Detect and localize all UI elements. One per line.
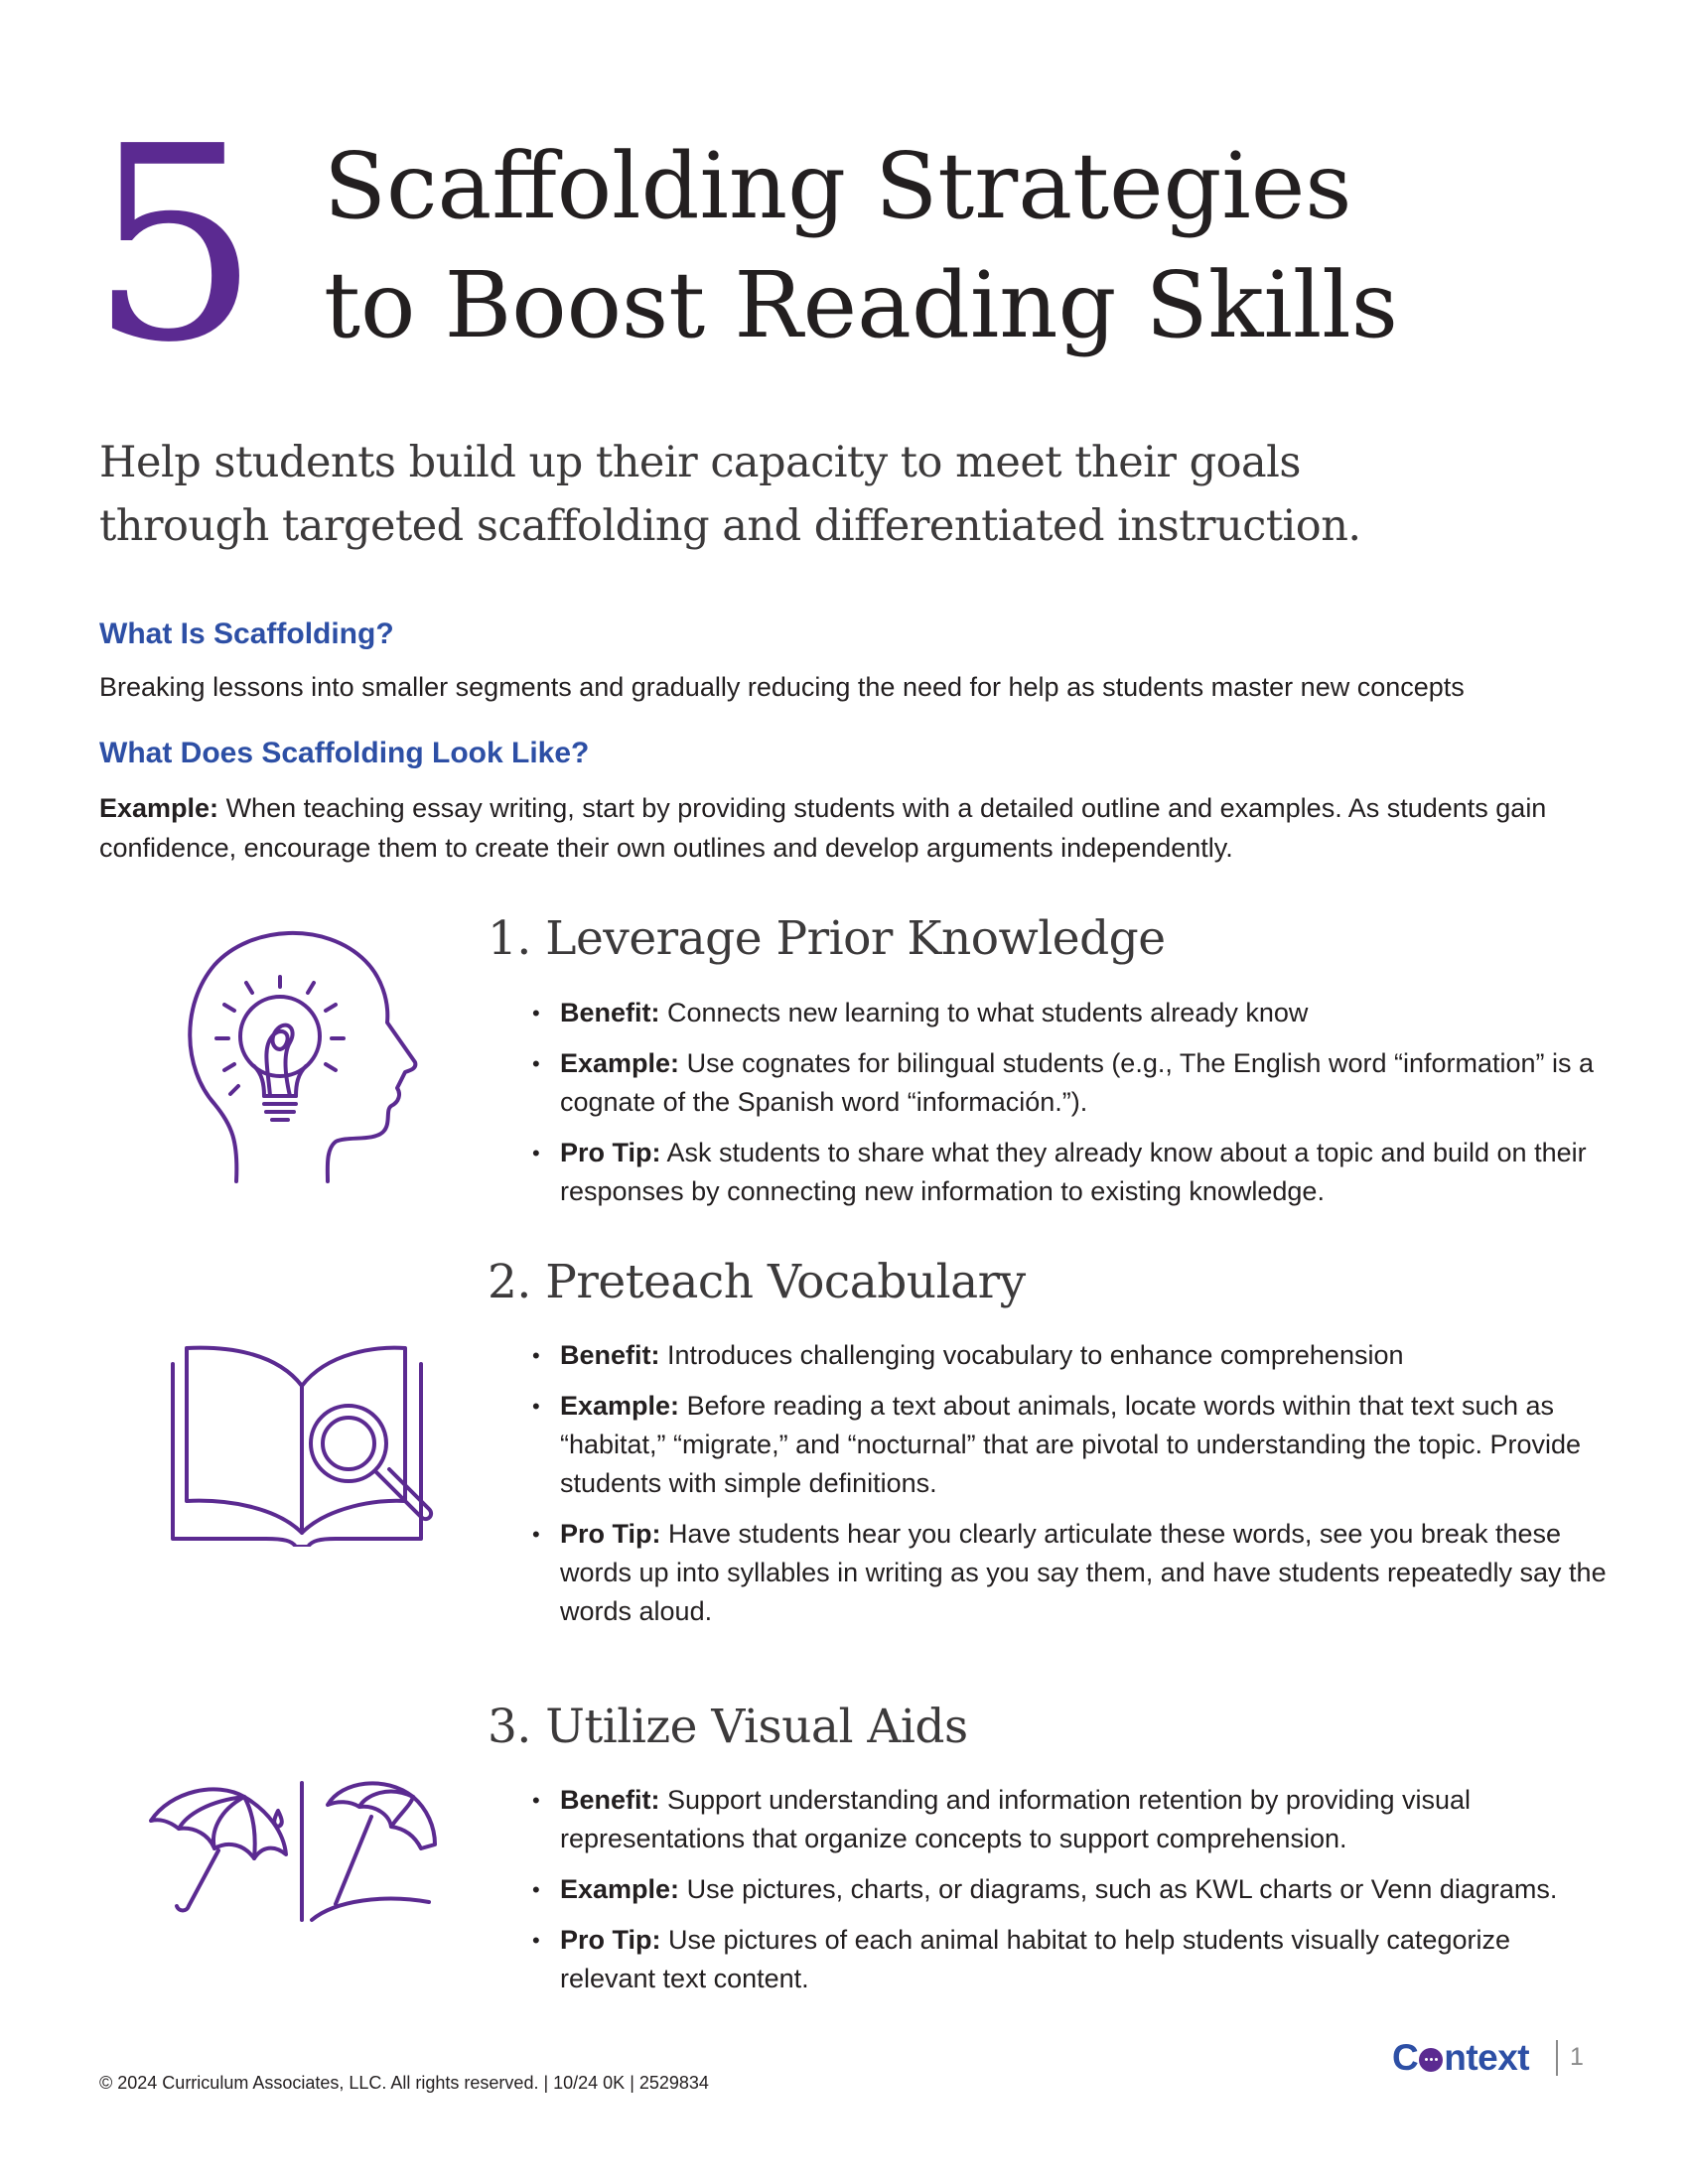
subtitle-line-1: Help students build up their capacity to meet their goals [99, 438, 1301, 487]
list-item: • Pro Tip: Use pictures of each animal habitat to help students visually categorize relevant text content. [536, 1921, 1609, 1998]
strategy-2-title: 2. Preteach Vocabulary [488, 1255, 1026, 1309]
strategy-1-bullets [536, 994, 1609, 1223]
strategy-3-title: 3. Utilize Visual Aids [488, 1700, 968, 1754]
book-magnifier-icon [167, 1338, 441, 1547]
list-item: • Benefit: Introduces challenging vocabulary to enhance comprehension [536, 1336, 1609, 1375]
subtitle-line-2: through targeted scaffolding and differentiated instruction. [99, 501, 1361, 551]
page-subtitle [99, 431, 1361, 558]
strategy-1-title: 1. Leverage Prior Knowledge [488, 911, 1166, 966]
page-number-divider [1556, 2040, 1558, 2076]
list-item: • Benefit: Support understanding and information retention by providing visual representations that organize concepts to support comprehension. [536, 1781, 1609, 1858]
looks-like-text [99, 788, 1599, 868]
list-item: • Pro Tip: Have students hear you clearly articulate these words, see you break these words up into syllables in writing as you say them, and have students repeatedly say the words aloud. [536, 1515, 1609, 1631]
looks-like-heading: What Does Scaffolding Look Like? [99, 737, 590, 769]
example-label: Example: [99, 793, 219, 823]
page-title-line-2: to Boost Reading Skills [324, 252, 1398, 358]
context-logo: C ntext [1392, 2037, 1530, 2078]
page-title-line-1: Scaffolding Strategies [324, 133, 1352, 239]
umbrella-compare-icon [147, 1775, 455, 1924]
list-item: • Example: Use pictures, charts, or diagrams, such as KWL charts or Venn diagrams. [536, 1870, 1609, 1909]
list-item: • Example: Use cognates for bilingual students (e.g., The English word “information” is a cognate of the Spanish word “información.”). [536, 1044, 1609, 1122]
speech-bubble-icon [1419, 2048, 1443, 2072]
example-text: When teaching essay writing, start by providing students with a detailed outline and examples. As students gain confidence, encourage them to create their own outlines and develop arguments independently. [99, 793, 1547, 863]
what-is-text: Breaking lessons into smaller segments and gradually reducing the need for help as students master new concepts [99, 672, 1465, 702]
page-title [324, 127, 1398, 365]
list-item: • Example: Before reading a text about animals, locate words within that text such as “habitat,” “migrate,” and “nocturnal” that are pivotal to understanding the topic. Provide students with simple definitions. [536, 1387, 1609, 1503]
list-item: • Benefit: Connects new learning to what students already know [536, 994, 1609, 1032]
page-number: 1 [1570, 2043, 1584, 2071]
strategy-2-bullets [536, 1336, 1609, 1643]
title-number: 5 [89, 88, 260, 401]
head-lightbulb-icon [177, 921, 425, 1189]
what-is-heading: What Is Scaffolding? [99, 617, 394, 650]
footer-copyright: © 2024 Curriculum Associates, LLC. All rights reserved. | 10/24 0K | 2529834 [99, 2073, 709, 2093]
strategy-3-bullets [536, 1781, 1609, 2010]
list-item: • Pro Tip: Ask students to share what they already know about a topic and build on their responses by connecting new information to existing knowledge. [536, 1134, 1609, 1211]
